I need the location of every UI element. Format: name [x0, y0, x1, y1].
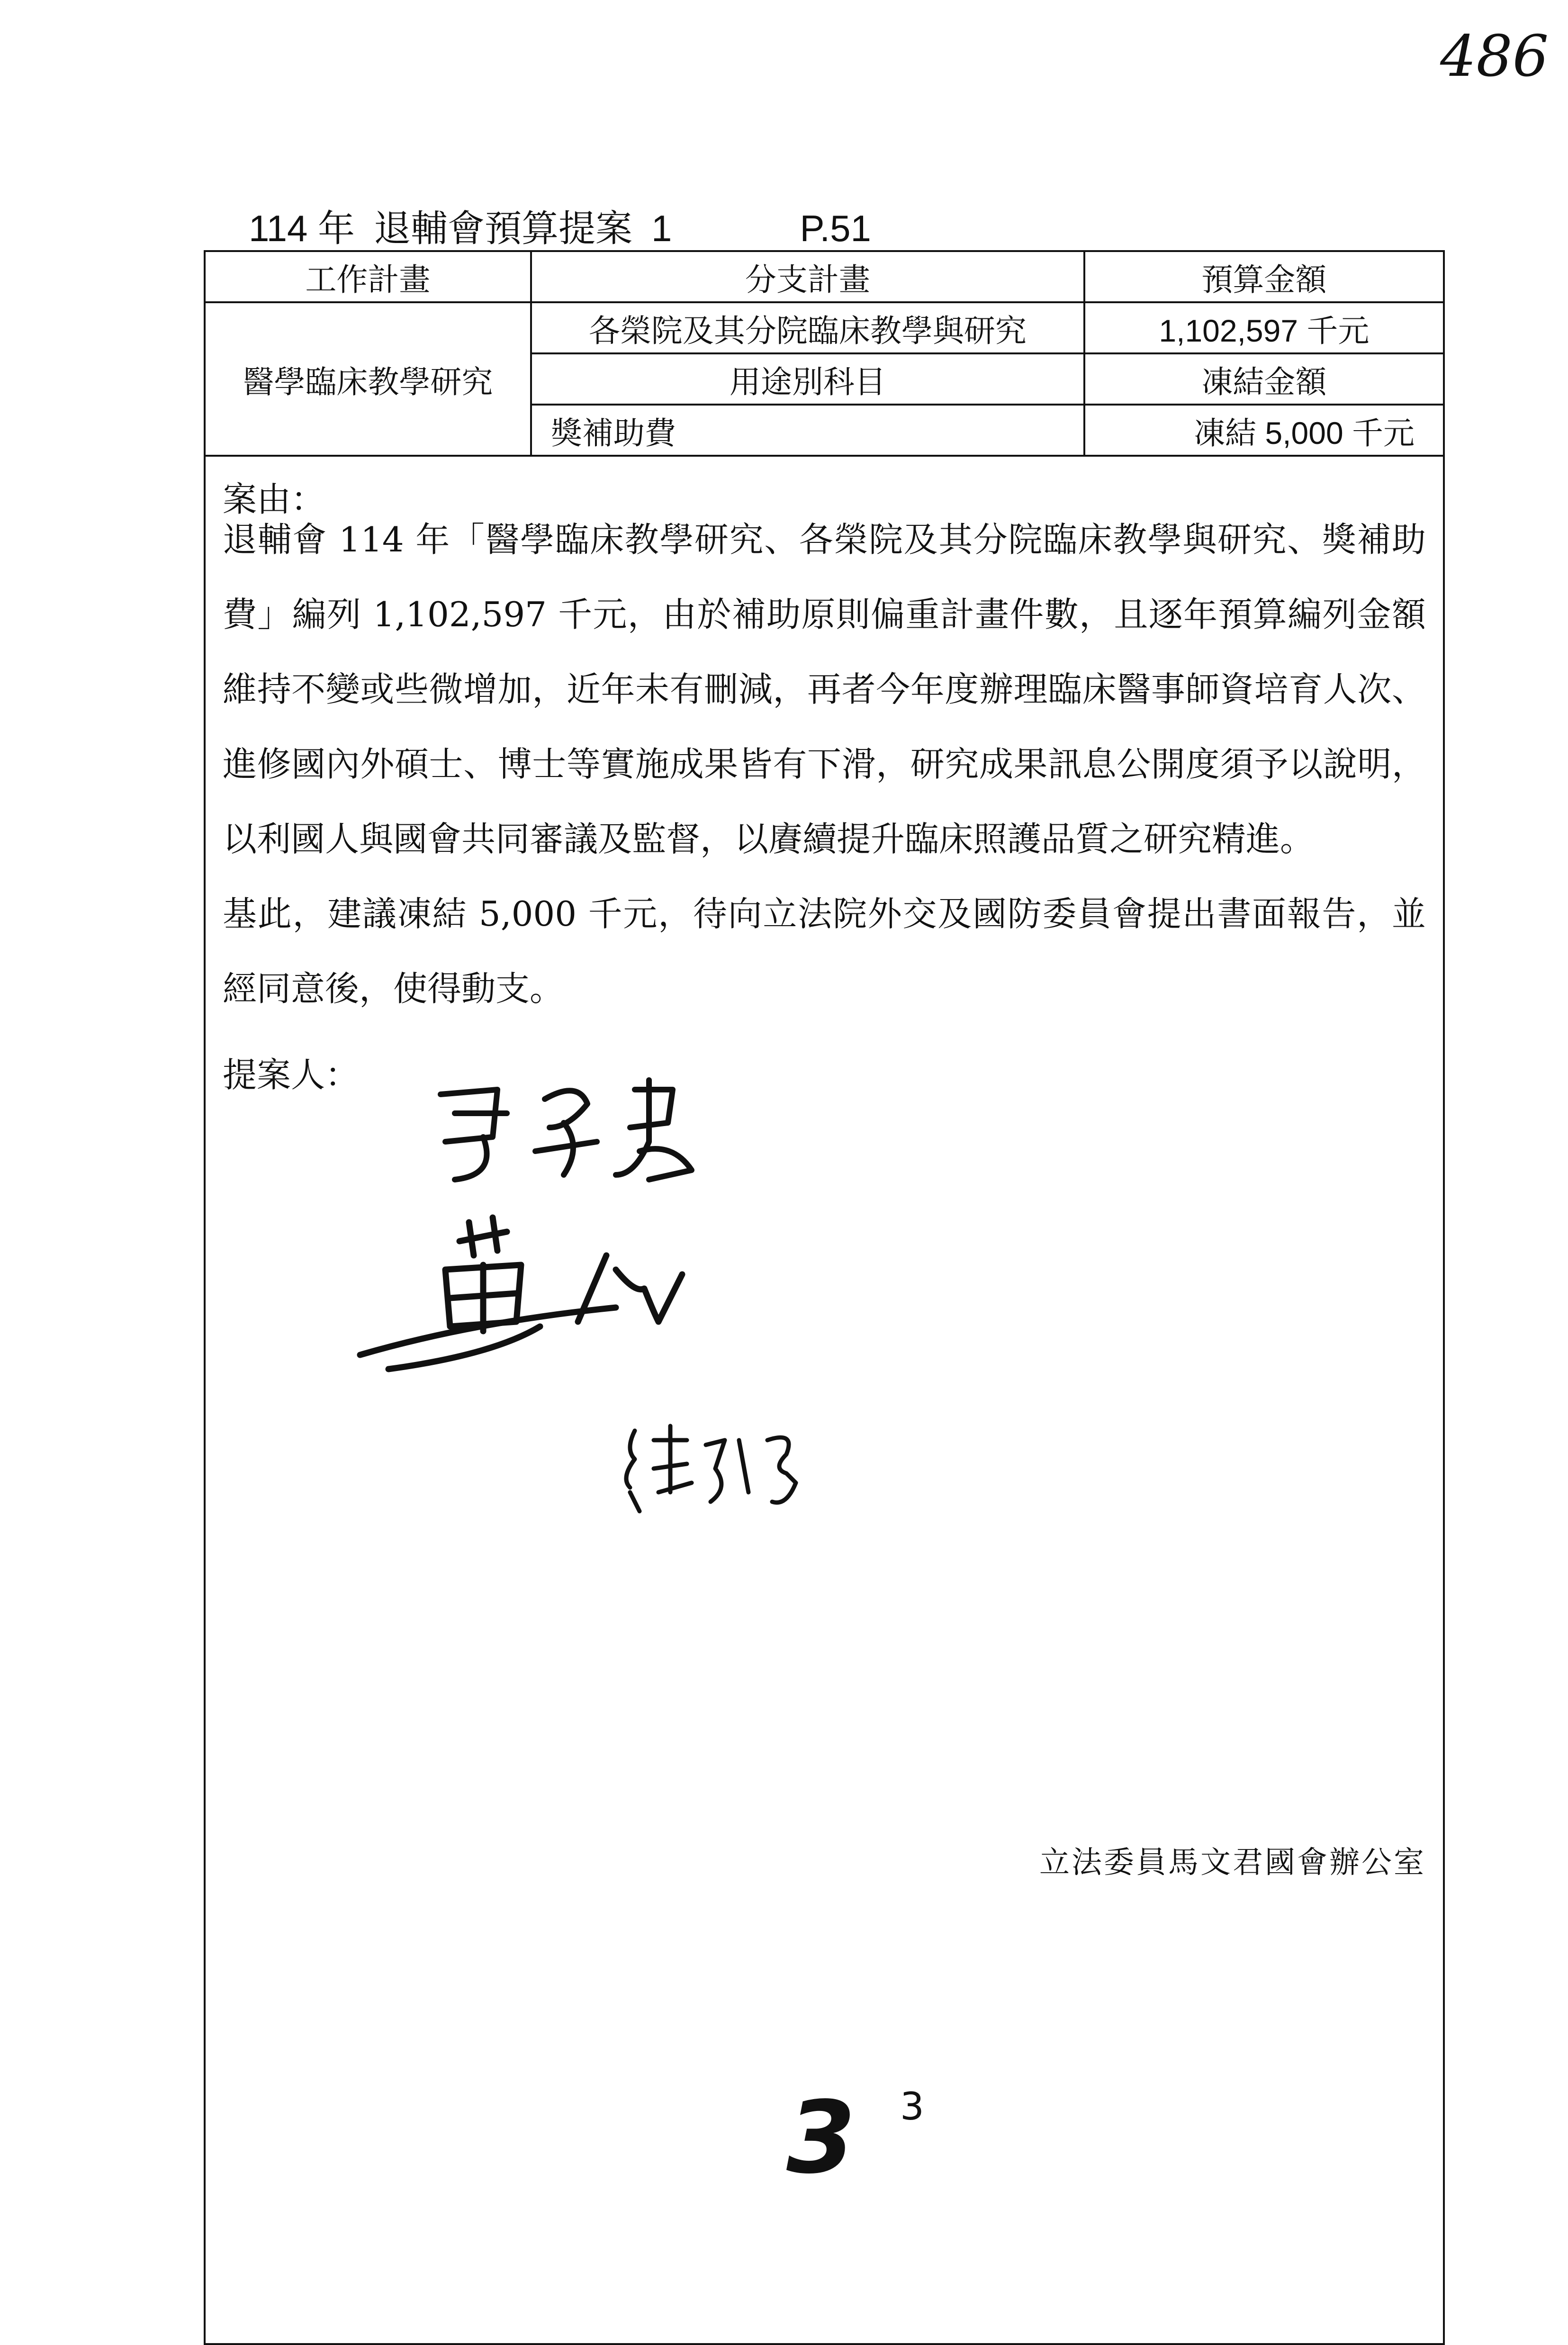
- header-number: 1: [651, 207, 672, 249]
- header-title: 退輔會預算提案: [374, 207, 633, 250]
- reason-text: 退輔會 114 年「醫學臨床教學研究、各榮院及其分院臨床教學與研究、獎補助費」編列 1,102,597 千元，由於補助原則偏重計畫件數，且逐年預算編列金額維持不變或些微增加，近年未有刪減，再者今年度辦理臨床醫事師資培育人次、進修國內外碩士、博士等實施成果皆有下滑，研究成果訊息公開度須予以說明，以利國人與國會共同審議及監督，以賡續提升臨床照護品質之研究精進。: [223, 520, 1426, 859]
- header-work-plan: 工作計畫: [205, 251, 531, 302]
- header-year: 114 年: [249, 207, 355, 249]
- proposal-text: 基此，建議凍結 5,000 千元，待向立法院外交及國防委員會提出書面報告，並經同意後，使得動支。: [223, 894, 1426, 1009]
- signature-3: [616, 1412, 834, 1525]
- proposer-label: 提案人：: [223, 1055, 360, 1095]
- page-stamp-large: 3: [786, 2080, 856, 2196]
- signature-2: [351, 1213, 720, 1393]
- budget-amount-cell: 1,102,597 千元: [1084, 302, 1444, 353]
- usage-item-cell: 獎補助費: [531, 405, 1084, 456]
- frozen-amount-cell: 凍結 5,000 千元: [1084, 405, 1444, 456]
- header-page-ref: P.51: [800, 207, 871, 249]
- reason-label: 案由：: [223, 479, 325, 519]
- header-budget-amount: 預算金額: [1084, 251, 1444, 302]
- page-number: 486: [1440, 24, 1549, 90]
- usage-header-cell: 用途別科目: [531, 353, 1084, 405]
- budget-table: [204, 250, 1445, 457]
- branch-plan-cell: 各榮院及其分院臨床教學與研究: [531, 302, 1084, 353]
- frozen-header-cell: 凍結金額: [1084, 353, 1444, 405]
- work-plan-cell: 醫學臨床教學研究: [205, 302, 531, 456]
- table-row: [205, 302, 1444, 353]
- header-branch-plan: 分支計畫: [531, 251, 1084, 302]
- proposal-header: [249, 199, 871, 252]
- signature-1: [426, 1071, 720, 1194]
- office-footer: 立法委員馬文君國會辦公室: [1039, 1845, 1426, 1880]
- page-stamp-small: 3: [900, 2084, 924, 2129]
- table-header-row: [205, 251, 1444, 302]
